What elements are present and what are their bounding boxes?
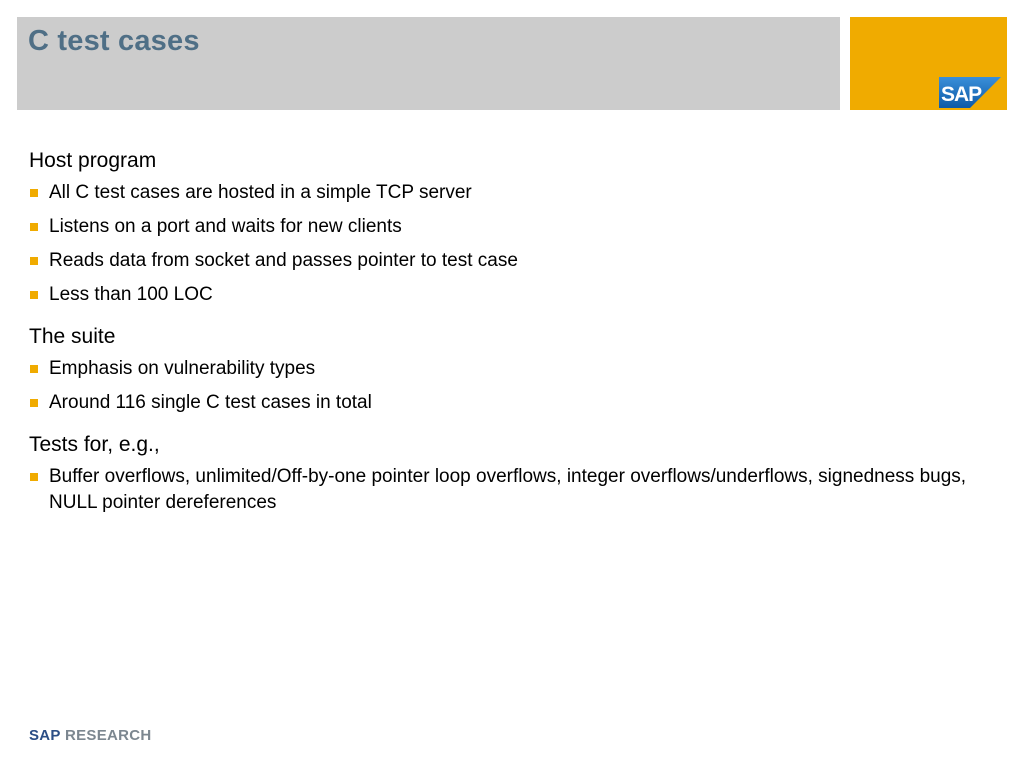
list-item (29, 390, 989, 416)
footer-division: RESEARCH (64, 727, 152, 744)
bullet-text: Around 116 single C test cases in total (49, 392, 372, 413)
square-bullet-icon (30, 223, 38, 231)
list-item (29, 464, 989, 516)
square-bullet-icon (30, 291, 38, 299)
section-heading: Tests for, e.g., (29, 433, 160, 456)
bullet-list (29, 180, 989, 308)
section-heading: The suite (29, 325, 116, 348)
bullet-text: Emphasis on vulnerability types (49, 358, 316, 379)
bullet-text: Listens on a port and waits for new clients (49, 216, 402, 237)
list-item (29, 214, 989, 240)
bullet-list (29, 356, 989, 416)
sap-logo-icon (939, 77, 1001, 108)
section-host-program (29, 146, 989, 308)
title-bar (17, 17, 840, 110)
square-bullet-icon (30, 257, 38, 265)
square-bullet-icon (30, 473, 38, 481)
list-item (29, 248, 989, 274)
section-the-suite (29, 322, 989, 416)
logo-box (850, 17, 1007, 110)
list-item (29, 180, 989, 206)
section-heading: Host program (29, 149, 157, 172)
bullet-text: Less than 100 LOC (49, 284, 213, 305)
footer-brand: SAP (29, 727, 61, 744)
bullet-list (29, 464, 989, 516)
square-bullet-icon (30, 189, 38, 197)
list-item (29, 282, 989, 308)
square-bullet-icon (30, 365, 38, 373)
slide-content (29, 146, 989, 516)
list-item (29, 356, 989, 382)
square-bullet-icon (30, 399, 38, 407)
footer-logo (29, 727, 152, 744)
bullet-text: Reads data from socket and passes pointer to test case (49, 250, 518, 271)
section-tests-for (29, 430, 989, 516)
bullet-text: Buffer overflows, unlimited/Off-by-one pointer loop overflows, integer overflows/underflows, signedness bugs, NULL pointer dereferences (49, 466, 967, 513)
svg-text:SAP: SAP (941, 83, 982, 106)
slide-title: C test cases (28, 25, 200, 57)
bullet-text: All C test cases are hosted in a simple TCP server (49, 182, 472, 203)
